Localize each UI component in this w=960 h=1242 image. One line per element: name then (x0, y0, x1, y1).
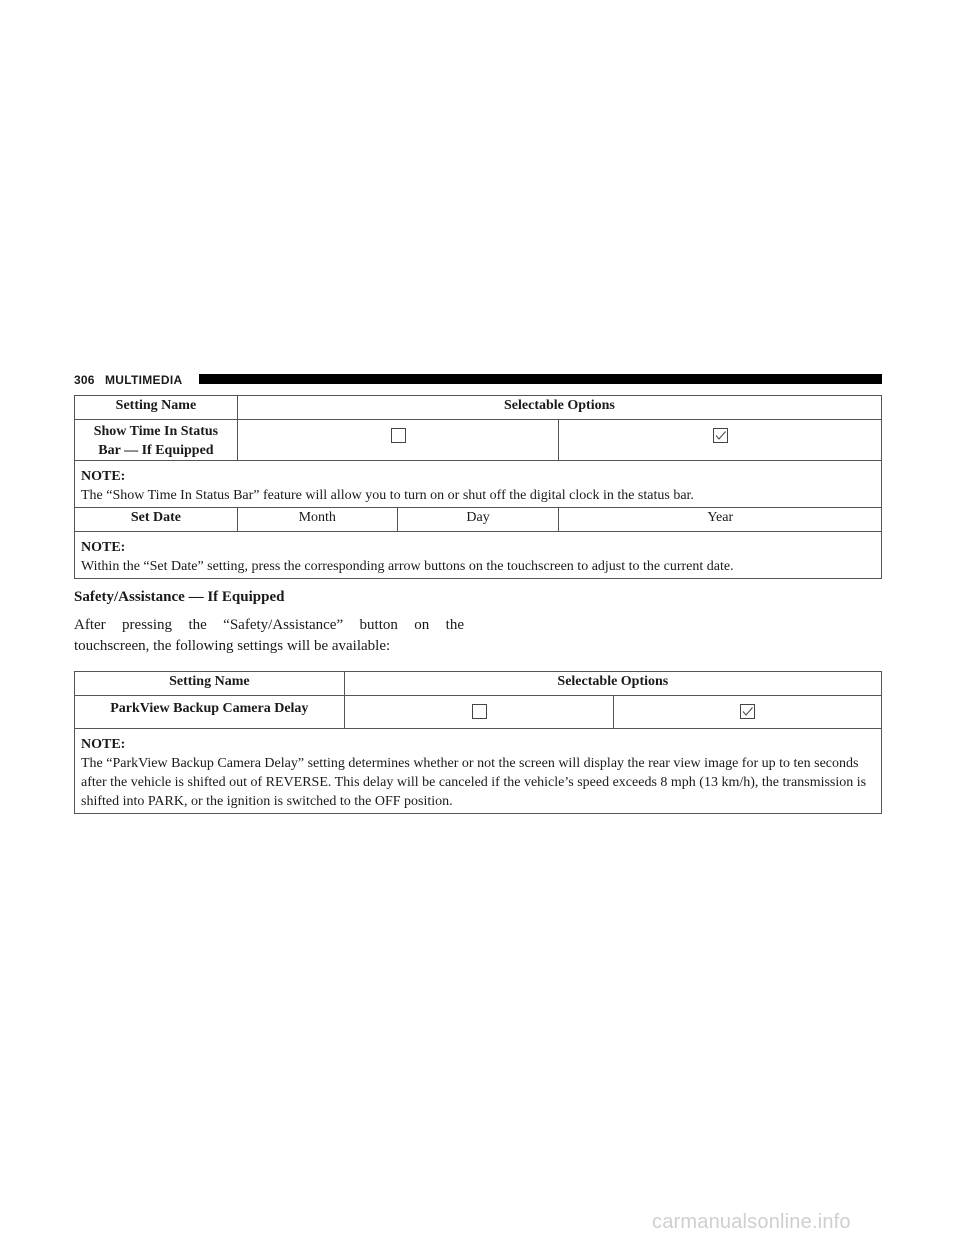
setting-name-set-date: Set Date (75, 508, 238, 532)
table-header-row (75, 672, 882, 696)
settings-table-date-time (74, 395, 882, 579)
table-row-show-time (75, 420, 882, 461)
section-heading: Safety/Assistance — If Equipped (74, 589, 285, 605)
note-cell (75, 461, 882, 508)
option-cell-off (237, 420, 559, 461)
table-row-parkview (75, 696, 882, 729)
column-header-selectable-options: Selectable Options (344, 672, 881, 696)
page-number: 306 (74, 373, 95, 387)
table-row-note (75, 729, 882, 814)
empty-checkbox-icon (472, 704, 487, 719)
table-row-set-date (75, 508, 882, 532)
note-cell (75, 729, 882, 814)
note-text: Within the “Set Date” setting, press the corresponding arrow buttons on the touchscreen to adjust to the current date. (81, 559, 734, 574)
note-title: NOTE: (81, 469, 126, 484)
checked-checkbox-icon (713, 428, 728, 443)
option-cell-off (344, 696, 614, 729)
section-title: MULTIMEDIA (105, 373, 183, 387)
watermark-text: carmanualsonline.info (652, 1211, 851, 1233)
column-header-setting-name: Setting Name (75, 396, 238, 420)
table-row-note (75, 461, 882, 508)
option-cell-on (614, 696, 882, 729)
note-text: The “ParkView Backup Camera Delay” setting determines whether or not the screen will display the rear view image for up to ten seconds after the vehicle is shifted out of REVERSE. This delay will be canceled if the vehicle’s speed exceeds 8 mph (13 km/h), the transmission is shifted into PARK, or the ignition is switched to the OFF position. (81, 756, 867, 809)
body-paragraph (74, 615, 464, 657)
note-text: The “Show Time In Status Bar” feature will allow you to turn on or shut off the digital clock in the status bar. (81, 488, 694, 503)
option-cell-on (559, 420, 882, 461)
setting-name-line: Show Time In Status (93, 424, 219, 439)
paragraph-line: After pressing the “Safety/Assistance” button on the (74, 617, 464, 633)
page-header (74, 372, 882, 388)
setting-name-line: Bar — If Equipped (98, 443, 214, 458)
option-day: Day (397, 508, 559, 532)
checked-checkbox-icon (740, 704, 755, 719)
settings-table-safety (74, 671, 882, 814)
option-month: Month (237, 508, 397, 532)
column-header-selectable-options: Selectable Options (237, 396, 881, 420)
setting-name-show-time (75, 420, 238, 461)
header-rule (199, 374, 882, 384)
setting-name-parkview: ParkView Backup Camera Delay (75, 696, 345, 729)
note-title: NOTE: (81, 540, 126, 555)
table-row-note (75, 532, 882, 579)
empty-checkbox-icon (391, 428, 406, 443)
paragraph-line: touchscreen, the following settings will be available: (74, 638, 391, 654)
option-year: Year (559, 508, 882, 532)
column-header-setting-name: Setting Name (75, 672, 345, 696)
note-cell (75, 532, 882, 579)
table-header-row (75, 396, 882, 420)
note-title: NOTE: (81, 737, 126, 752)
